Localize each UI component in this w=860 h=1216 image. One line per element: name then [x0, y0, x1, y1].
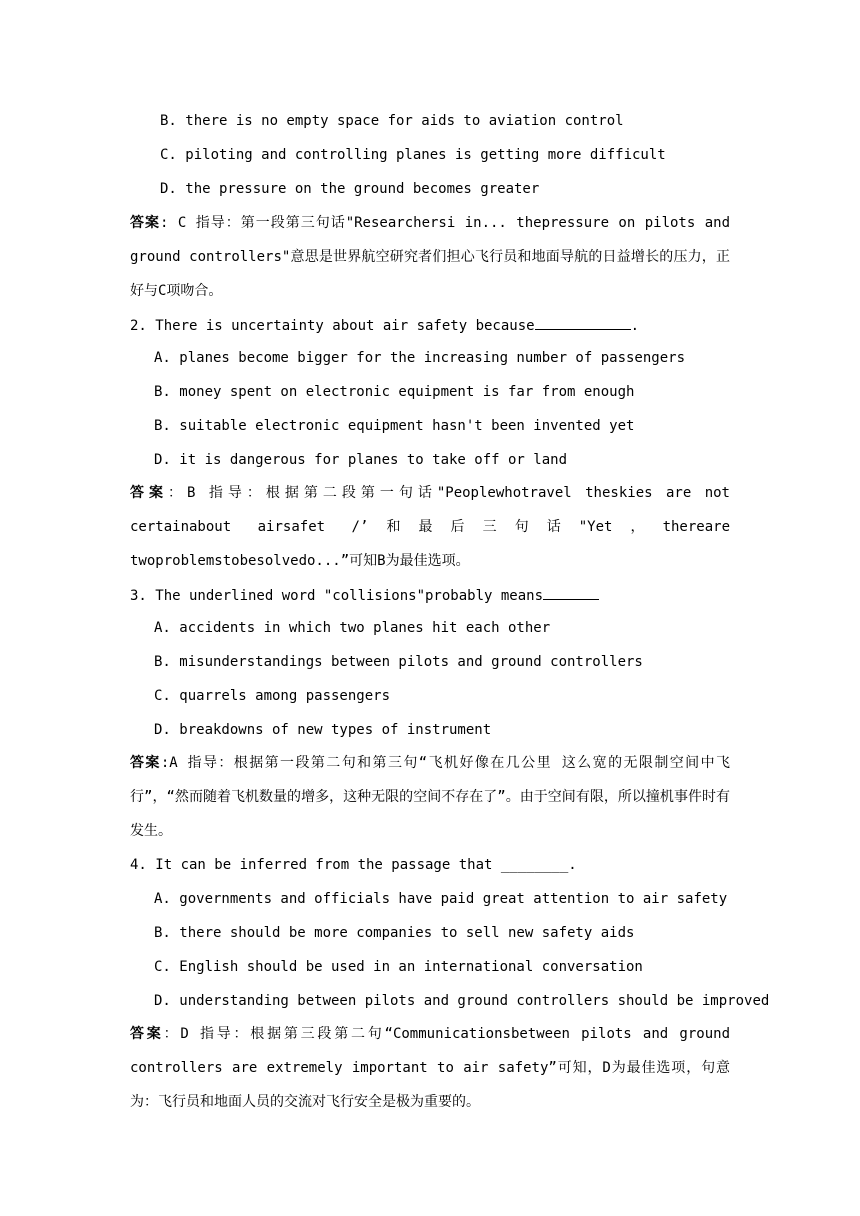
q2-option-a: A. planes become bigger for the increasing number of passengers	[154, 350, 686, 366]
answer-2	[130, 476, 730, 578]
question-2	[130, 315, 639, 335]
answer-2-label: 答案	[130, 485, 168, 501]
answer-1-label: 答案	[130, 215, 160, 231]
answer-3-text: :A 指导：根据第一段第二句和第三句“飞机好像在几公里 这么宽的无限制空间中飞行”，“然而随着飞机数量的增多，这种无限的空间不存在了”。由于空间有限，所以撞机事件时有发生。	[130, 755, 730, 839]
answer-1-text: : C 指导：第一段第三句话"Researchersi in... thepressure on pilots and ground controllers"意思是世界航空研究者们担心飞行员和地面导航的日益增长的压力，正好与C项吻合。	[130, 215, 730, 299]
answer-4	[130, 1017, 730, 1119]
question-3	[130, 585, 599, 605]
question-4: 4. It can be inferred from the passage that ________.	[130, 857, 577, 873]
question-3-stem: 3. The underlined word "collisions"probably means	[130, 588, 544, 604]
answer-2-text: ：B 指导：根据第二段第一句话"Peoplewhotravel theskies are not certainabout airsafet /’和最后三句话"Yet，thereare twoproblemstobesolvedo...”可知B为最佳选项。	[130, 485, 730, 569]
q3-option-d: D. breakdowns of new types of instrument	[154, 722, 492, 738]
q4-option-c: C. English should be used in an international conversation	[154, 959, 643, 975]
question-2-stem: 2. There is uncertainty about air safety because	[130, 318, 535, 334]
q2-option-d: D. it is dangerous for planes to take off or land	[154, 452, 568, 468]
question-2-blank	[535, 315, 631, 330]
q2-option-b: B. money spent on electronic equipment is far from enough	[154, 384, 635, 400]
q3-option-c: C. quarrels among passengers	[154, 688, 391, 704]
q3-option-b: B. misunderstandings between pilots and ground controllers	[154, 654, 643, 670]
answer-3	[130, 746, 730, 848]
q3-option-a: A. accidents in which two planes hit each other	[154, 620, 551, 636]
q4-option-d: D. understanding between pilots and ground controllers should be improved	[154, 993, 770, 1009]
answer-1	[130, 206, 730, 308]
q2-option-b2: B. suitable electronic equipment hasn't been invented yet	[154, 418, 635, 434]
answer-4-text: ：D 指导：根据第三段第二句“Communicationsbetween pilots and ground controllers are extremely important to air safety”可知，D为最佳选项，句意为：飞行员和地面人员的交流对飞行安全是极为重要的。	[130, 1026, 730, 1110]
q1-option-c: C. piloting and controlling planes is getting more difficult	[160, 147, 666, 163]
q1-option-d: D. the pressure on the ground becomes greater	[160, 181, 540, 197]
q1-option-b: B. there is no empty space for aids to aviation control	[160, 113, 624, 129]
question-2-end: .	[630, 318, 640, 334]
q4-option-b: B. there should be more companies to sell new safety aids	[154, 925, 635, 941]
answer-3-label: 答案	[130, 755, 161, 771]
question-3-blank	[543, 585, 599, 600]
q4-option-a: A. governments and officials have paid great attention to air safety	[154, 891, 728, 907]
answer-4-label: 答案	[130, 1026, 164, 1042]
